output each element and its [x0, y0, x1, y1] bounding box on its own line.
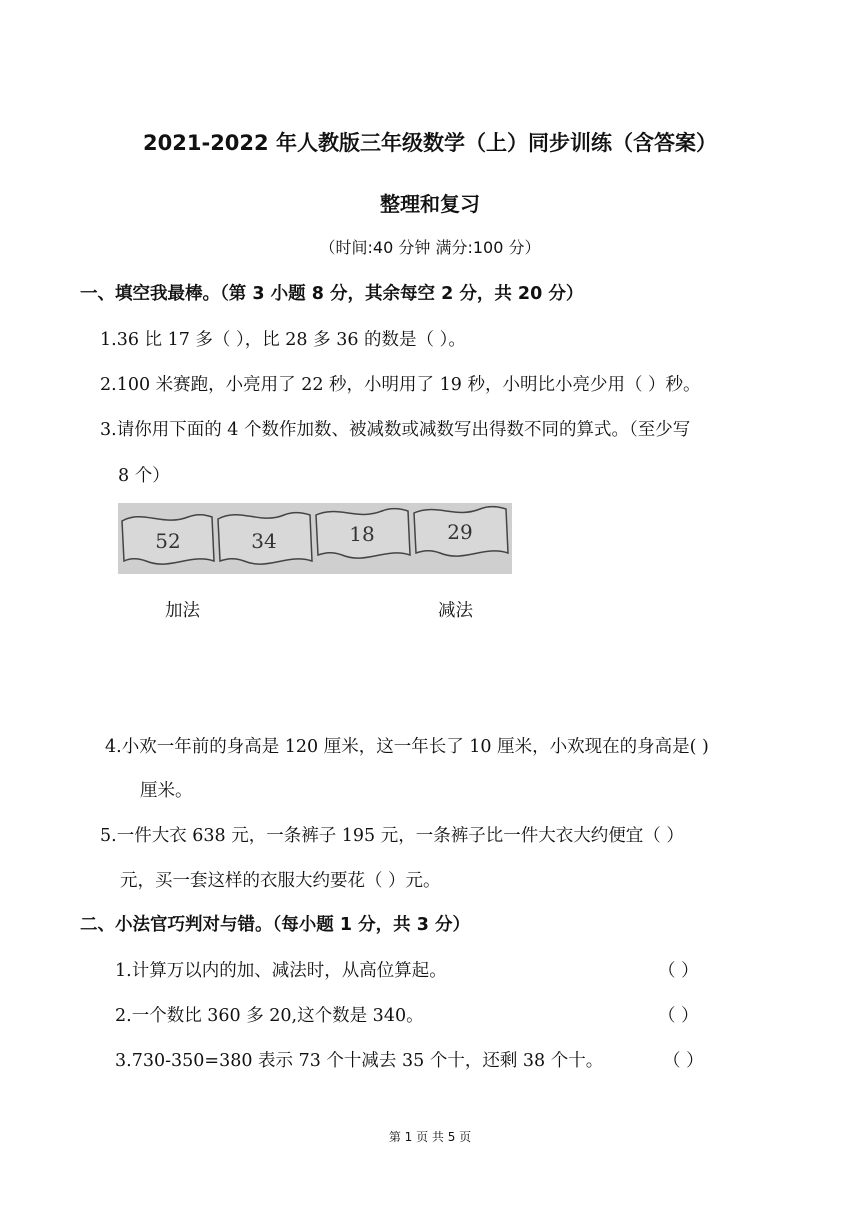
question-1: 1.36 比 17 多（ ），比 28 多 36 的数是（ ）。 — [100, 330, 466, 350]
judge-item-2-text: 2.一个数比 360 多 20,这个数是 340。 — [115, 1006, 424, 1026]
card-number-2: 34 — [251, 529, 277, 553]
number-card-4 — [414, 507, 508, 556]
subtraction-label: 减法 — [438, 601, 473, 621]
question-5-line-1: 5.一件大衣 638 元，一条裤子 195 元，一条裤子比一件大衣大约便宜（ ） — [100, 826, 684, 846]
judge-item-2-mark: （ ） — [658, 1006, 699, 1026]
card-number-1: 52 — [155, 529, 181, 553]
question-3-line-1: 3.请你用下面的 4 个数作加数、被减数或减数写出得数不同的算式。（至少写 — [100, 420, 691, 440]
section-2-heading: 二、小法官巧判对与错。（每小题 1 分，共 3 分） — [80, 915, 470, 935]
number-cards — [118, 503, 512, 574]
judge-item-3-mark: （ ） — [663, 1051, 704, 1071]
judge-item-1-text: 1.计算万以内的加、减法时，从高位算起。 — [115, 961, 447, 981]
question-5-line-2: 元，买一套这样的衣服大约要花（ ）元。 — [120, 871, 441, 891]
page-title: 2021-2022 年人教版三年级数学（上）同步训练（含答案） — [143, 131, 717, 155]
number-card-2 — [218, 513, 312, 564]
exam-meta: （时间:40 分钟 满分:100 分） — [319, 238, 541, 257]
card-number-3: 18 — [349, 522, 375, 546]
number-card-3 — [316, 509, 410, 558]
addition-label: 加法 — [165, 601, 200, 621]
question-2: 2.100 米赛跑，小亮用了 22 秒，小明用了 19 秒，小明比小亮少用（ ）秒。 — [100, 375, 701, 395]
judge-item-3-text: 3.730-350=380 表示 73 个十减去 35 个十，还剩 38 个十。 — [115, 1051, 604, 1071]
page-footer: 第 1 页 共 5 页 — [388, 1130, 472, 1144]
question-4-line-1: 4.小欢一年前的身高是 120 厘米，这一年长了 10 厘米，小欢现在的身高是( ) — [105, 737, 709, 757]
question-4-line-2: 厘米。 — [140, 781, 193, 801]
number-card-1 — [122, 515, 214, 564]
section-1-heading: 一、填空我最棒。（第 3 小题 8 分，其余每空 2 分，共 20 分） — [80, 284, 584, 304]
number-cards-image — [118, 503, 512, 574]
judge-item-1-mark: （ ） — [658, 961, 699, 981]
question-3-line-2: 8 个） — [118, 466, 170, 486]
page-subtitle: 整理和复习 — [380, 192, 480, 216]
card-number-4: 29 — [447, 520, 473, 544]
